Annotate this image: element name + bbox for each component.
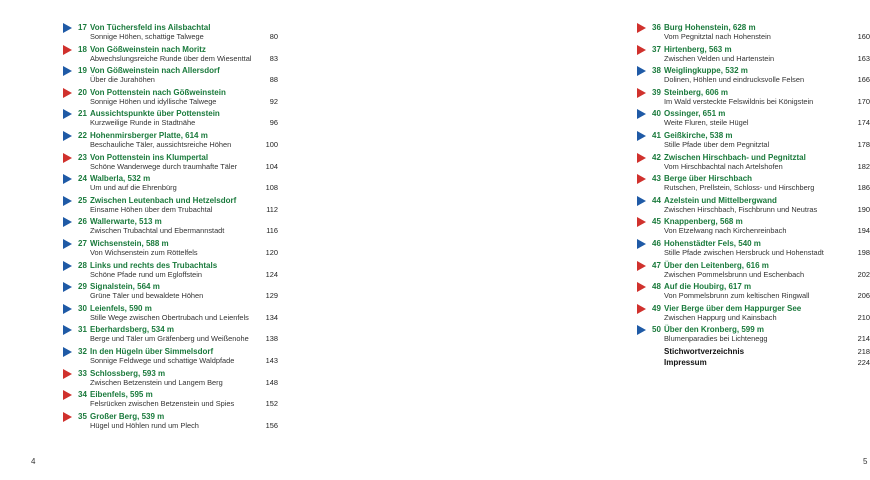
toc-entry[interactable] xyxy=(78,260,278,282)
tour-subtitle: Vom Pegnitztal nach Hohenstein xyxy=(664,32,771,41)
flag-icon xyxy=(63,66,72,76)
tour-subtitle: Stille Pfade über dem Pegnitztal xyxy=(664,139,770,149)
tour-number: 18 xyxy=(78,44,87,54)
tour-title: Vier Berge über dem Happurger See xyxy=(664,303,802,313)
flag-icon xyxy=(63,369,72,379)
toc-entry[interactable] xyxy=(652,281,870,303)
tour-number: 29 xyxy=(78,282,87,292)
tour-subtitle: Zwischen Happurg und Kainsbach xyxy=(664,312,777,322)
tour-title: Wallerwarte, 513 m xyxy=(90,217,162,227)
toc-entry[interactable] xyxy=(78,87,278,109)
page-ref: 96 xyxy=(269,118,278,128)
page-ref: 88 xyxy=(269,75,278,85)
tour-number: 34 xyxy=(78,390,87,400)
toc-entry[interactable] xyxy=(652,238,870,260)
toc-entry[interactable] xyxy=(652,108,870,130)
toc-entry[interactable] xyxy=(652,22,870,44)
toc-entry[interactable] xyxy=(78,130,278,152)
toc-entry[interactable] xyxy=(78,303,278,325)
tour-subtitle: Von Etzelwang nach Kirchenreinbach xyxy=(664,226,787,236)
toc-entry[interactable] xyxy=(652,152,870,174)
toc-entry[interactable] xyxy=(652,195,870,217)
page-ref: 224 xyxy=(857,357,870,367)
tour-number: 42 xyxy=(652,152,661,162)
page-ref: 129 xyxy=(265,291,278,301)
toc-entry[interactable] xyxy=(78,22,278,44)
page-ref: 80 xyxy=(269,32,278,41)
toc-entry[interactable] xyxy=(78,238,278,260)
tour-number: 17 xyxy=(78,23,87,32)
tour-title: Berge über Hirschbach xyxy=(664,174,753,184)
page-ref: 190 xyxy=(857,204,870,214)
flag-icon xyxy=(63,261,72,271)
tour-number: 25 xyxy=(78,195,87,205)
tour-title: Auf die Houbirg, 617 m xyxy=(664,282,752,292)
flag-icon xyxy=(637,325,646,335)
page-ref: 92 xyxy=(269,96,278,106)
tour-subtitle: Einsame Höhen über dem Trubachtal xyxy=(90,204,213,214)
tour-number: 37 xyxy=(652,44,661,54)
tour-subtitle: Sonnige Höhen, schattige Talwege xyxy=(90,32,204,41)
toc-entry[interactable] xyxy=(78,152,278,174)
tour-title: Von Pottenstein nach Gößweinstein xyxy=(90,87,226,97)
tour-subtitle: Abwechslungsreiche Runde über dem Wiesenttal xyxy=(90,53,252,63)
page-ref: 174 xyxy=(857,118,870,128)
tour-number: 22 xyxy=(78,130,87,140)
flag-icon xyxy=(63,390,72,400)
page-ref: 134 xyxy=(265,312,278,322)
page-ref: 124 xyxy=(265,269,278,279)
flag-icon xyxy=(63,217,72,227)
tour-number: 27 xyxy=(78,238,87,248)
toc-entry[interactable] xyxy=(652,216,870,238)
toc-left xyxy=(78,22,278,432)
tour-title: Schlossberg, 593 m xyxy=(90,368,166,378)
tour-subtitle: Weite Fluren, steile Hügel xyxy=(664,118,749,128)
tour-number: 32 xyxy=(78,346,87,356)
toc-entry[interactable] xyxy=(652,87,870,109)
toc-entry[interactable] xyxy=(78,346,278,368)
page-ref: 116 xyxy=(266,226,278,236)
toc-entry[interactable] xyxy=(78,173,278,195)
page-ref: 108 xyxy=(265,183,278,193)
tour-subtitle: Vom Hirschbachtal nach Artelshofen xyxy=(664,161,783,171)
page-ref: 104 xyxy=(265,161,278,171)
tour-number: 20 xyxy=(78,87,87,97)
tour-number: 43 xyxy=(652,174,661,184)
toc-entry[interactable] xyxy=(652,44,870,66)
tour-subtitle: Schöne Wanderwege durch traumhafte Täler xyxy=(90,161,238,171)
flag-icon xyxy=(63,304,72,314)
tour-title: Walberla, 532 m xyxy=(90,174,151,184)
tour-title: Von Gößweinstein nach Moritz xyxy=(90,44,206,54)
flag-icon xyxy=(637,261,646,271)
toc-entry[interactable] xyxy=(78,108,278,130)
page-ref: 206 xyxy=(857,291,870,301)
toc-entry[interactable] xyxy=(78,44,278,66)
flag-icon xyxy=(637,131,646,141)
tour-subtitle: Schöne Pfade rund um Egloffstein xyxy=(90,269,203,279)
tour-subtitle: Dolinen, Höhlen und eindrucksvolle Felsen xyxy=(664,75,805,85)
extra-label: Impressum xyxy=(664,357,707,367)
toc-entry[interactable] xyxy=(78,411,278,433)
flag-icon xyxy=(63,412,72,422)
tour-title: Knappenberg, 568 m xyxy=(664,217,743,227)
tour-subtitle: Um und auf die Ehrenbürg xyxy=(90,183,177,193)
tour-title: Burg Hohenstein, 628 m xyxy=(664,23,756,32)
flag-icon xyxy=(637,239,646,249)
tour-title: Ossinger, 651 m xyxy=(664,109,726,119)
page-ref: 160 xyxy=(857,32,870,41)
tour-title: Hohenmirsberger Platte, 614 m xyxy=(90,130,208,140)
page-ref: 178 xyxy=(857,139,870,149)
page-ref: 152 xyxy=(265,399,278,409)
toc-entry[interactable] xyxy=(652,324,870,346)
flag-icon xyxy=(637,153,646,163)
tour-number: 26 xyxy=(78,217,87,227)
tour-number: 30 xyxy=(78,303,87,313)
tour-title: Von Tüchersfeld ins Ailsbachtal xyxy=(90,23,211,32)
page-ref: 214 xyxy=(857,334,870,344)
tour-title: Zwischen Leutenbach und Hetzelsdorf xyxy=(90,195,237,205)
toc-entry[interactable] xyxy=(78,389,278,411)
tour-subtitle: Sonnige Feldwege und schattige Waldpfade xyxy=(90,355,235,365)
tour-title: Azelstein und Mittelbergwand xyxy=(664,195,777,205)
tour-subtitle: Von Pommelsbrunn zum keltischen Ringwall xyxy=(664,291,810,301)
tour-number: 46 xyxy=(652,238,661,248)
page-ref: 100 xyxy=(265,139,278,149)
toc-right xyxy=(652,22,870,368)
tour-title: Signalstein, 564 m xyxy=(90,282,160,292)
toc-entry[interactable] xyxy=(78,281,278,303)
tour-title: Über den Leitenberg, 616 m xyxy=(664,260,769,270)
page-ref: 202 xyxy=(857,269,870,279)
tour-subtitle: Über die Jurahöhen xyxy=(90,75,155,85)
flag-icon xyxy=(63,109,72,119)
flag-icon xyxy=(63,325,72,335)
flag-icon xyxy=(63,239,72,249)
toc-entry[interactable] xyxy=(652,260,870,282)
tour-number: 47 xyxy=(652,260,661,270)
flag-icon xyxy=(63,23,72,33)
tour-number: 21 xyxy=(78,109,87,119)
extra-label: Stichwortverzeichnis xyxy=(664,346,745,356)
toc-extra-entry[interactable] xyxy=(652,357,870,368)
tour-number: 39 xyxy=(652,87,661,97)
tour-title: Großer Berg, 539 m xyxy=(90,411,165,421)
flag-icon xyxy=(63,174,72,184)
tour-title: Von Pottenstein ins Klumpertal xyxy=(90,152,209,162)
tour-subtitle: Rutschen, Prellstein, Schloss- und Hirschberg xyxy=(664,183,815,193)
page-ref: 210 xyxy=(857,312,870,322)
toc-extra-entry[interactable] xyxy=(652,346,870,357)
tour-number: 49 xyxy=(652,303,661,313)
toc-entry[interactable] xyxy=(652,130,870,152)
tour-number: 19 xyxy=(78,66,87,76)
tour-subtitle: Zwischen Velden und Hartenstein xyxy=(664,53,775,63)
tour-title: Über den Kronberg, 599 m xyxy=(664,325,765,335)
tour-title: Geißkirche, 538 m xyxy=(664,130,733,140)
flag-icon xyxy=(63,153,72,163)
toc-entry[interactable] xyxy=(652,65,870,87)
toc-entry[interactable] xyxy=(78,216,278,238)
flag-icon xyxy=(63,88,72,98)
tour-subtitle: Von Wichsenstein zum Röttelfels xyxy=(90,247,198,257)
right-page xyxy=(300,0,870,480)
flag-icon xyxy=(63,45,72,55)
flag-icon xyxy=(637,109,646,119)
page-ref: 148 xyxy=(265,377,278,387)
tour-number: 23 xyxy=(78,152,87,162)
tour-number: 31 xyxy=(78,325,87,335)
tour-number: 36 xyxy=(652,23,661,32)
page-ref: 218 xyxy=(857,346,870,356)
tour-number: 38 xyxy=(652,66,661,76)
tour-title: Aussichtspunkte über Pottenstein xyxy=(90,109,220,119)
tour-title: Von Gößweinstein nach Allersdorf xyxy=(90,66,220,76)
page-ref: 112 xyxy=(266,204,278,214)
page-ref: 198 xyxy=(857,247,870,257)
toc-entry[interactable] xyxy=(78,324,278,346)
toc-entry[interactable] xyxy=(78,65,278,87)
page-ref: 83 xyxy=(269,53,278,63)
flag-icon xyxy=(63,131,72,141)
tour-number: 40 xyxy=(652,109,661,119)
page-ref: 166 xyxy=(857,75,870,85)
tour-number: 44 xyxy=(652,195,661,205)
page-ref: 138 xyxy=(265,334,278,344)
tour-subtitle: Kurzweilige Runde in Stadtnähe xyxy=(90,118,196,128)
tour-title: Wichsenstein, 588 m xyxy=(90,238,169,248)
tour-title: Steinberg, 606 m xyxy=(664,87,729,97)
tour-subtitle: Felsrücken zwischen Betzenstein und Spies xyxy=(90,399,235,409)
tour-number: 45 xyxy=(652,217,661,227)
flag-icon xyxy=(63,196,72,206)
page-ref: 120 xyxy=(265,247,278,257)
page-ref: 163 xyxy=(857,53,870,63)
tour-subtitle: Hügel und Höhlen rund um Plech xyxy=(90,420,199,430)
page-ref: 186 xyxy=(857,183,870,193)
tour-title: Hohenstädter Fels, 540 m xyxy=(664,238,761,248)
toc-entry[interactable] xyxy=(78,368,278,390)
page-ref: 156 xyxy=(265,420,278,430)
tour-number: 33 xyxy=(78,368,87,378)
tour-title: Links und rechts des Trubachtals xyxy=(90,260,218,270)
tour-number: 48 xyxy=(652,282,661,292)
tour-subtitle: Zwischen Hirschbach, Fischbrunn und Neutras xyxy=(664,204,818,214)
tour-subtitle: Zwischen Trubachtal und Ebermannstadt xyxy=(90,226,225,236)
toc-entry[interactable] xyxy=(652,303,870,325)
tour-number: 28 xyxy=(78,260,87,270)
tour-title: Eibenfels, 595 m xyxy=(90,390,153,400)
tour-subtitle: Zwischen Betzenstein und Langem Berg xyxy=(90,377,223,387)
tour-subtitle: Stille Pfade zwischen Hersbruck und Hohenstadt xyxy=(664,247,824,257)
page-number-left: 4 xyxy=(31,457,36,466)
flag-icon xyxy=(637,88,646,98)
tour-subtitle: Grüne Täler und bewaldete Höhen xyxy=(90,291,204,301)
page-number-right: 5 xyxy=(863,457,868,466)
tour-subtitle: Im Wald versteckte Felswildnis bei Königstein xyxy=(664,96,814,106)
tour-title: Zwischen Hirschbach- und Pegnitztal xyxy=(664,152,806,162)
page-ref: 194 xyxy=(857,226,870,236)
tour-title: Leienfels, 590 m xyxy=(90,303,152,313)
flag-icon xyxy=(637,174,646,184)
tour-title: Hirtenberg, 563 m xyxy=(664,44,732,54)
toc-entry[interactable] xyxy=(652,173,870,195)
flag-icon xyxy=(637,196,646,206)
flag-icon xyxy=(637,217,646,227)
tour-title: Weiglingkuppe, 532 m xyxy=(664,66,748,76)
toc-entry[interactable] xyxy=(78,195,278,217)
left-page xyxy=(0,0,300,480)
flag-icon xyxy=(637,66,646,76)
tour-number: 24 xyxy=(78,174,87,184)
tour-subtitle: Berge und Täler um Gräfenberg und Weißenohe xyxy=(90,334,249,344)
page-ref: 182 xyxy=(857,161,870,171)
flag-icon xyxy=(63,347,72,357)
flag-icon xyxy=(637,45,646,55)
tour-title: Eberhardsberg, 534 m xyxy=(90,325,175,335)
tour-number: 50 xyxy=(652,325,661,335)
page-ref: 170 xyxy=(857,96,870,106)
tour-subtitle: Zwischen Pommelsbrunn und Eschenbach xyxy=(664,269,805,279)
flag-icon xyxy=(63,282,72,292)
tour-subtitle: Stille Wege zwischen Obertrubach und Leienfels xyxy=(90,312,249,322)
page-ref: 143 xyxy=(265,355,278,365)
tour-number: 41 xyxy=(652,130,661,140)
tour-number: 35 xyxy=(78,411,87,421)
flag-icon xyxy=(637,23,646,33)
tour-subtitle: Beschauliche Täler, aussichtsreiche Höhen xyxy=(90,139,232,149)
flag-icon xyxy=(637,282,646,292)
tour-subtitle: Blumenparadies bei Lichtenegg xyxy=(664,334,768,344)
flag-icon xyxy=(637,304,646,314)
tour-subtitle: Sonnige Höhen und idyllische Talwege xyxy=(90,96,217,106)
tour-title: In den Hügeln über Simmelsdorf xyxy=(90,346,214,356)
